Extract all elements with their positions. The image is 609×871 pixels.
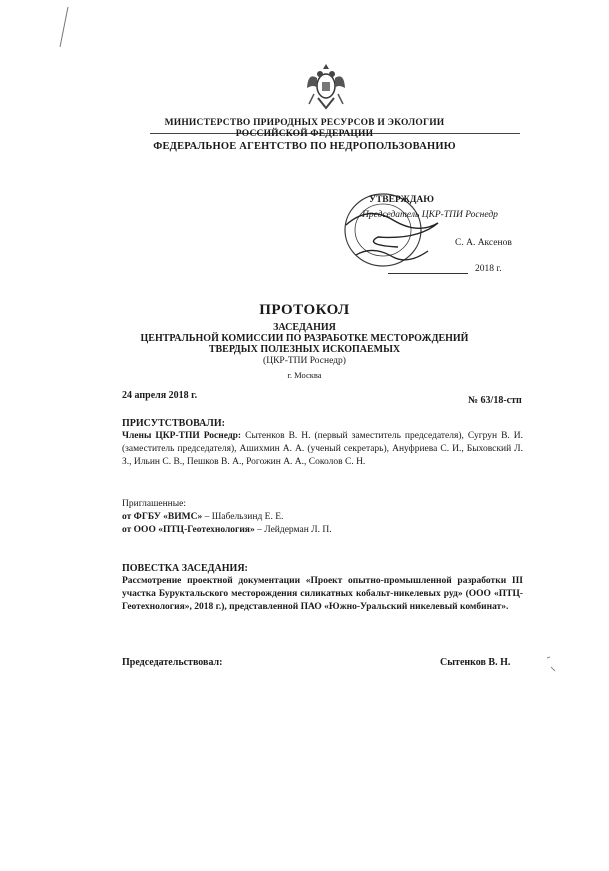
invited-row-1 [122, 511, 283, 523]
present-label: Члены ЦКР-ТПИ Роснедр: [122, 431, 242, 441]
document-title: ПРОТОКОЛ [259, 302, 350, 318]
approval-year: 2018 г. [475, 264, 502, 274]
meeting-date: 24 апреля 2018 г. [122, 390, 198, 401]
pen-mark-icon [58, 6, 70, 48]
agenda-heading: ПОВЕСТКА ЗАСЕДАНИЯ: [122, 563, 248, 574]
header-agency: ФЕДЕРАЛЬНОЕ АГЕНТСТВО ПО НЕДРОПОЛЬЗОВАНИЮ [153, 141, 456, 152]
chairman-label: Председательствовал: [122, 657, 223, 668]
invited-org-2: от ООО «ПТЦ-Геотехнология» [122, 525, 255, 535]
chairman-name: Сытенков В. Н. [440, 657, 511, 668]
present-members [122, 430, 523, 469]
present-list: Сытенков В. Н. (первый заместитель председателя), Сугрун В. И. (заместитель председателя), Ашихмин А. А. (ученый секретарь), Ануфриева С. И., Быховский Л. З., Ильин С. В., Пешков В. А., Рогожин А. А., Соколов С. Н. [122, 431, 524, 467]
agenda-text: Рассмотрение проектной документации «Проект опытно-промышленной разработки III участка Буруктальского месторождения силикатных кобальт-никелевых руд» (ООО «ПТЦ-Геотехнология», 2018 г.), представленной ПАО «Южно-Уральский никелевый комбинат». [122, 576, 523, 612]
approval-position: Председатель ЦКР-ТПИ Роснедр [362, 210, 498, 220]
invited-person-2: – Лейдерман Л. П. [257, 525, 332, 535]
invited-person-1: – Шабельзинд Е. Е. [204, 512, 284, 522]
invited-org-1: от ФГБУ «ВИМС» [122, 512, 203, 522]
header-ministry: МИНИСТЕРСТВО ПРИРОДНЫХ РЕСУРСОВ И ЭКОЛОГИИ [164, 118, 445, 128]
title-abbreviation: (ЦКР-ТПИ Роснедр) [263, 356, 346, 366]
title-meeting: ЗАСЕДАНИЯ [273, 322, 336, 333]
approval-name: С. А. Аксенов [455, 238, 512, 248]
title-city: г. Москва [287, 370, 322, 380]
scan-mark-icon [545, 655, 557, 673]
approval-approve: УТВЕРЖДАЮ [369, 195, 434, 205]
invited-row-2 [122, 524, 332, 536]
header-federation: РОССИЙСКОЙ ФЕДЕРАЦИИ [235, 129, 374, 139]
approval-date-line [388, 273, 468, 274]
coat-of-arms-icon [304, 60, 348, 112]
title-commission: ЦЕНТРАЛЬНОЙ КОМИССИИ ПО РАЗРАБОТКЕ МЕСТОРОЖДЕНИЙ [140, 333, 469, 344]
invited-heading: Приглашенные: [122, 499, 187, 509]
title-minerals: ТВЕРДЫХ ПОЛЕЗНЫХ ИСКОПАЕМЫХ [208, 344, 401, 355]
protocol-number: № 63/18-стп [468, 395, 522, 406]
present-heading: ПРИСУТСТВОВАЛИ: [122, 418, 225, 429]
